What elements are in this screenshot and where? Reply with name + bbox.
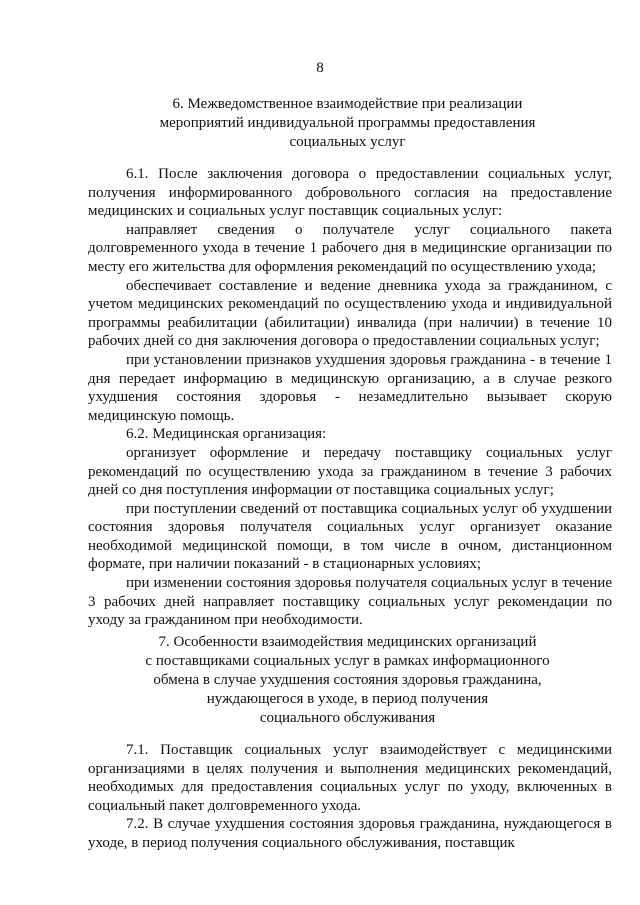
paragraph-6-2-recommendations: при изменении состояния здоровья получателя социальных услуг в течение 3 рабочих дней направляет поставщику социальных услуг рекомендации по уходу за гражданином при необходимости. [88, 575, 612, 629]
paragraph-6-1: 6.1. После заключения договора о предоставлении социальных услуг, получения информированного добровольного согласия на предоставление медицинских и социальных услуг поставщик социальных услуг: [88, 166, 612, 220]
section-7-title-line: нуждающегося в уходе, в период получения [206, 691, 489, 707]
section-6-title-line: мероприятий индивидуальной программы предоставления [159, 115, 536, 131]
paragraph-6-2-assistance: при поступлении сведений от поставщика социальных услуг об ухудшении состояния здоровья получателя социальных услуг организует оказание необходимой медицинской помощи, в том числе в очном, дистанционном формате, при наличии показаний - в стационарных условиях; [88, 500, 612, 573]
page-number: 8 [316, 60, 324, 76]
section-7-title [140, 633, 555, 728]
section-7-title-line: обмена в случае ухудшения состояния здоровья гражданина, [153, 672, 542, 688]
paragraph-6-1-sends: направляет сведения о получателе услуг социального пакета долговременного ухода в течение 1 рабочего дня в медицинские организации по месту его жительства для оформления рекомендаций по осуществлению ухода; [88, 221, 612, 275]
paragraph-6-1-diary: обеспечивает составление и ведение дневника ухода за гражданином, с учетом медицинских рекомендаций по осуществлению ухода и индивидуальной программы реабилитации (абилитации) инвалида (при наличии) в течение 10 рабочих дней со дня заключения договора о предоставлении социальных услуг; [88, 277, 612, 350]
paragraph-6-1-deterioration: при установлении признаков ухудшения здоровья гражданина - в течение 1 дня передает информацию в медицинскую организацию, а в случае резкого ухудшения состояния здоровья - незамедлительно вызывает скорую медицинскую помощь. [88, 351, 612, 424]
paragraph-7-1: 7.1. Поставщик социальных услуг взаимодействует с медицинскими организациями в целях получения и выполнения медицинских рекомендаций, необходимых для предоставления социальных услуг по уходу, включенных в социальный пакет долговременного ухода. [88, 742, 612, 814]
section-7-title-line: с поставщиками социальных услуг в рамках информационного [145, 653, 550, 669]
section-6-title-line: социальных услуг [289, 134, 406, 150]
paragraph-6-2-organizes: организует оформление и передачу поставщику социальных услуг рекомендаций по осуществлению ухода за гражданином в течение 3 рабочих дней со дня поступления информации от поставщика социальных услуг; [88, 444, 612, 499]
section-6-title [150, 95, 545, 152]
section-7-body [88, 741, 612, 853]
section-6-title-line: 6. Межведомственное взаимодействие при реализации [172, 96, 523, 112]
section-7-title-line: социального обслуживания [259, 710, 436, 726]
section-6-body [88, 165, 612, 630]
section-7-title-line: 7. Особенности взаимодействия медицинских организаций [158, 634, 537, 650]
paragraph-7-2: 7.2. В случае ухудшения состояния здоровья гражданина, нуждающегося в уходе, в период получения социального обслуживания, поставщик [88, 816, 612, 851]
paragraph-6-2: 6.2. Медицинская организация: [126, 426, 327, 443]
